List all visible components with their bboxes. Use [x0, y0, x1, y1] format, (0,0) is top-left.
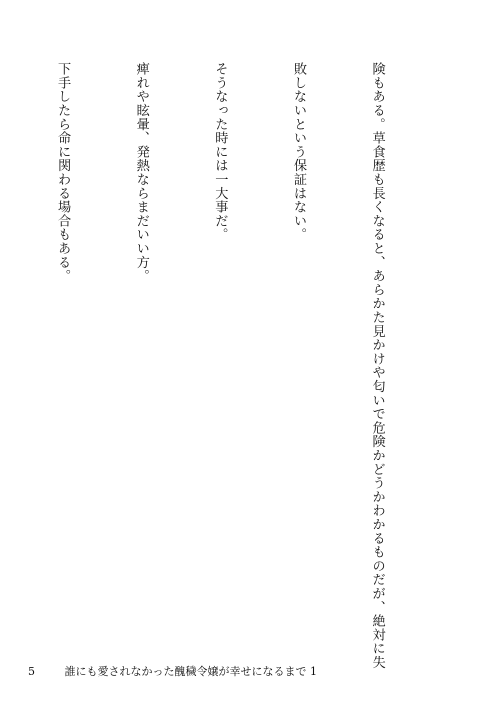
text-line: 下手したら命に関わる場合もある。: [55, 62, 71, 283]
text-line: 険もある。草食歴も長くなると、あらかた見かけや匂いで危険かどうかわかるものだが、絶対に失: [369, 62, 385, 670]
vertical-body-text: [0, 62, 442, 670]
text-line: 敗しないという保証はない。: [290, 62, 306, 242]
text-line: 痺れや眩暈、発熱ならまだいい方。: [133, 62, 149, 283]
text-line: そうなった時には一大事だ。: [212, 62, 228, 242]
page-footer: [28, 663, 317, 679]
running-title: 誰にも愛されなかった醜穢令嬢が幸せになるまで 1: [64, 665, 317, 678]
page-number: 5: [28, 665, 35, 678]
